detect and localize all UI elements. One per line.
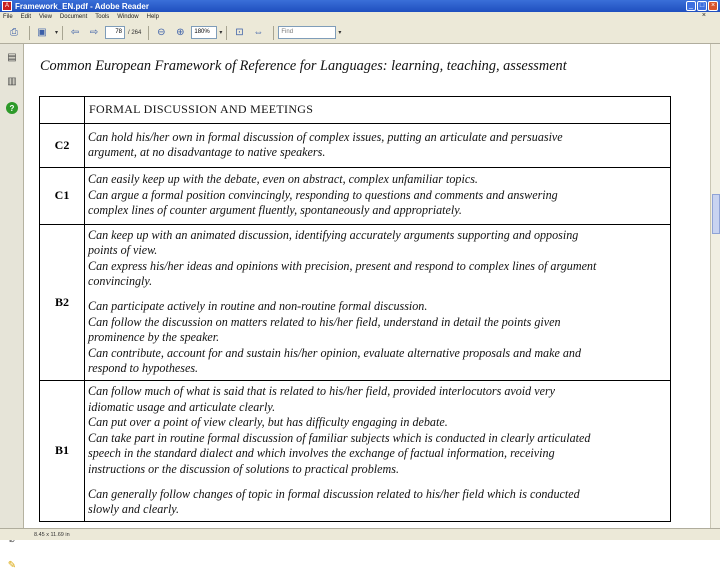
- maximize-button[interactable]: □: [697, 1, 707, 11]
- close-document-button[interactable]: ×: [701, 12, 706, 19]
- bookmarks-panel-icon[interactable]: ▥: [7, 75, 17, 87]
- window-title: Framework_EN.pdf - Adobe Reader: [15, 1, 149, 11]
- descriptor-line: complex lines of counter argument fluently, spontaneously and appropriately.: [88, 203, 462, 218]
- descriptor-line: Can easily keep up with the debate, even on abstract, complex unfamiliar topics.: [88, 172, 478, 187]
- descriptor-line: Can follow much of what is said that is related to his/her field, provided interlocutors avoid very: [88, 383, 556, 398]
- descriptor-cell: [85, 123, 671, 167]
- descriptor-paragraph: [88, 130, 666, 161]
- descriptor-paragraph: [88, 384, 666, 478]
- menu-view[interactable]: View: [39, 14, 52, 20]
- find-dropdown-icon[interactable]: ▾: [338, 30, 342, 36]
- toolbar-separator: [62, 26, 63, 40]
- descriptor-line: argument, at no disadvantage to native speakers.: [88, 145, 326, 160]
- descriptor-line: convincingly.: [88, 274, 153, 289]
- next-page-icon[interactable]: ⇨: [89, 27, 99, 38]
- descriptor-line: points of view.: [88, 243, 158, 258]
- descriptor-line: Can follow the discussion on matters related to his/her field, understand in detail the points given: [88, 314, 561, 329]
- table-header-row: [40, 97, 671, 124]
- descriptor-paragraph: [88, 299, 666, 377]
- chevron-down-icon[interactable]: ▾: [55, 30, 59, 36]
- close-window-button[interactable]: ×: [708, 1, 718, 11]
- page-size-readout: 8.45 x 11.69 in: [34, 531, 70, 538]
- menu-file[interactable]: File: [3, 14, 13, 20]
- toolbar-separator: [148, 26, 149, 40]
- comments-icon[interactable]: ✎: [7, 559, 17, 571]
- menu-document[interactable]: Document: [59, 14, 88, 20]
- descriptor-line: Can put over a point of view clearly, but has difficulty engaging in debate.: [88, 415, 448, 430]
- document-viewport[interactable]: [24, 44, 710, 528]
- menu-tools[interactable]: Tools: [95, 14, 110, 20]
- descriptor-paragraph: [88, 172, 666, 219]
- descriptor-cell: [85, 224, 671, 380]
- descriptor-line: idiomatic usage and articulate clearly.: [88, 399, 276, 414]
- table-row: [40, 167, 671, 224]
- previous-page-icon[interactable]: ⇦: [70, 27, 80, 38]
- zoom-out-icon[interactable]: ⊖: [157, 27, 166, 38]
- descriptor-cell: [85, 380, 671, 521]
- descriptor-paragraph: [88, 228, 666, 290]
- table-row: [40, 380, 671, 521]
- level-cell: C1: [40, 167, 85, 224]
- scrollbar-thumb[interactable]: [712, 194, 720, 234]
- level-cell: B2: [40, 224, 85, 380]
- descriptor-line: prominence by the speaker.: [88, 330, 220, 345]
- descriptor-line: instructions or the discussion of solutions to practical problems.: [88, 461, 399, 476]
- descriptor-line: respond to hypotheses.: [88, 361, 199, 376]
- zoom-in-icon[interactable]: ⊕: [176, 27, 185, 38]
- navigation-panel: [0, 44, 24, 571]
- find-input[interactable]: Find: [278, 26, 336, 39]
- page-total: / 264: [128, 29, 142, 36]
- toolbar-separator: [29, 26, 30, 40]
- menu-help[interactable]: Help: [146, 14, 159, 20]
- status-bar: [0, 528, 720, 540]
- descriptor-line: Can keep up with an animated discussion, identifying accurately arguments supporting and opposing: [88, 227, 579, 242]
- menu-edit[interactable]: Edit: [20, 14, 32, 20]
- descriptor-cell: [85, 167, 671, 224]
- descriptor-line: Can take part in routine formal discussion of familiar subjects which is conducted in clearly articulated: [88, 430, 591, 445]
- zoom-level-input[interactable]: 180%: [191, 26, 217, 39]
- zoom-dropdown-icon[interactable]: ▾: [219, 30, 223, 36]
- descriptor-line: speech in the standard dialect and which involves the exchange of factual information, receiving: [88, 446, 555, 461]
- level-cell: B1: [40, 380, 85, 521]
- fit-page-icon[interactable]: ⊡: [235, 27, 244, 38]
- fit-width-icon[interactable]: ⇔: [253, 27, 264, 38]
- vertical-scrollbar[interactable]: [710, 44, 720, 528]
- level-cell: C2: [40, 123, 85, 167]
- menu-bar: [0, 12, 720, 22]
- descriptor-table: [39, 96, 671, 522]
- descriptor-line: Can hold his/her own in formal discussion of complex issues, putting an articulate and persuasive: [88, 129, 563, 144]
- table-row: [40, 224, 671, 380]
- save-copy-icon[interactable]: ▣: [37, 27, 47, 38]
- descriptor-line: Can generally follow changes of topic in formal discussion related to his/her field which is conducted: [88, 486, 580, 501]
- toolbar: [0, 22, 720, 44]
- descriptor-line: Can express his/her ideas and opinions with precision, present and respond to complex lines of argument: [88, 258, 597, 273]
- adobe-reader-icon: A: [2, 1, 12, 11]
- descriptor-line: Can contribute, account for and sustain his/her opinion, evaluate alternative proposals and make and: [88, 345, 581, 360]
- table-title: FORMAL DISCUSSION AND MEETINGS: [85, 97, 671, 124]
- page-number-input[interactable]: 78: [105, 26, 125, 39]
- descriptor-line: Can participate actively in routine and non-routine formal discussion.: [88, 298, 428, 313]
- help-icon[interactable]: ?: [6, 102, 18, 114]
- window-title-bar[interactable]: [0, 0, 720, 12]
- table-row: [40, 123, 671, 167]
- menu-window[interactable]: Window: [117, 14, 139, 20]
- print-icon[interactable]: ⎙: [10, 27, 18, 38]
- descriptor-paragraph: [88, 487, 666, 518]
- table-corner-cell: [40, 97, 85, 124]
- toolbar-separator: [273, 26, 274, 40]
- toolbar-separator: [226, 26, 227, 40]
- page-header: Common European Framework of Reference for Languages: learning, teaching, assessment: [40, 58, 567, 74]
- minimize-button[interactable]: _: [686, 1, 696, 11]
- descriptor-line: Can argue a formal position convincingly, responding to questions and comments and answering: [88, 187, 558, 202]
- descriptor-line: slowly and clearly.: [88, 502, 180, 517]
- pages-panel-icon[interactable]: ▤: [7, 51, 17, 63]
